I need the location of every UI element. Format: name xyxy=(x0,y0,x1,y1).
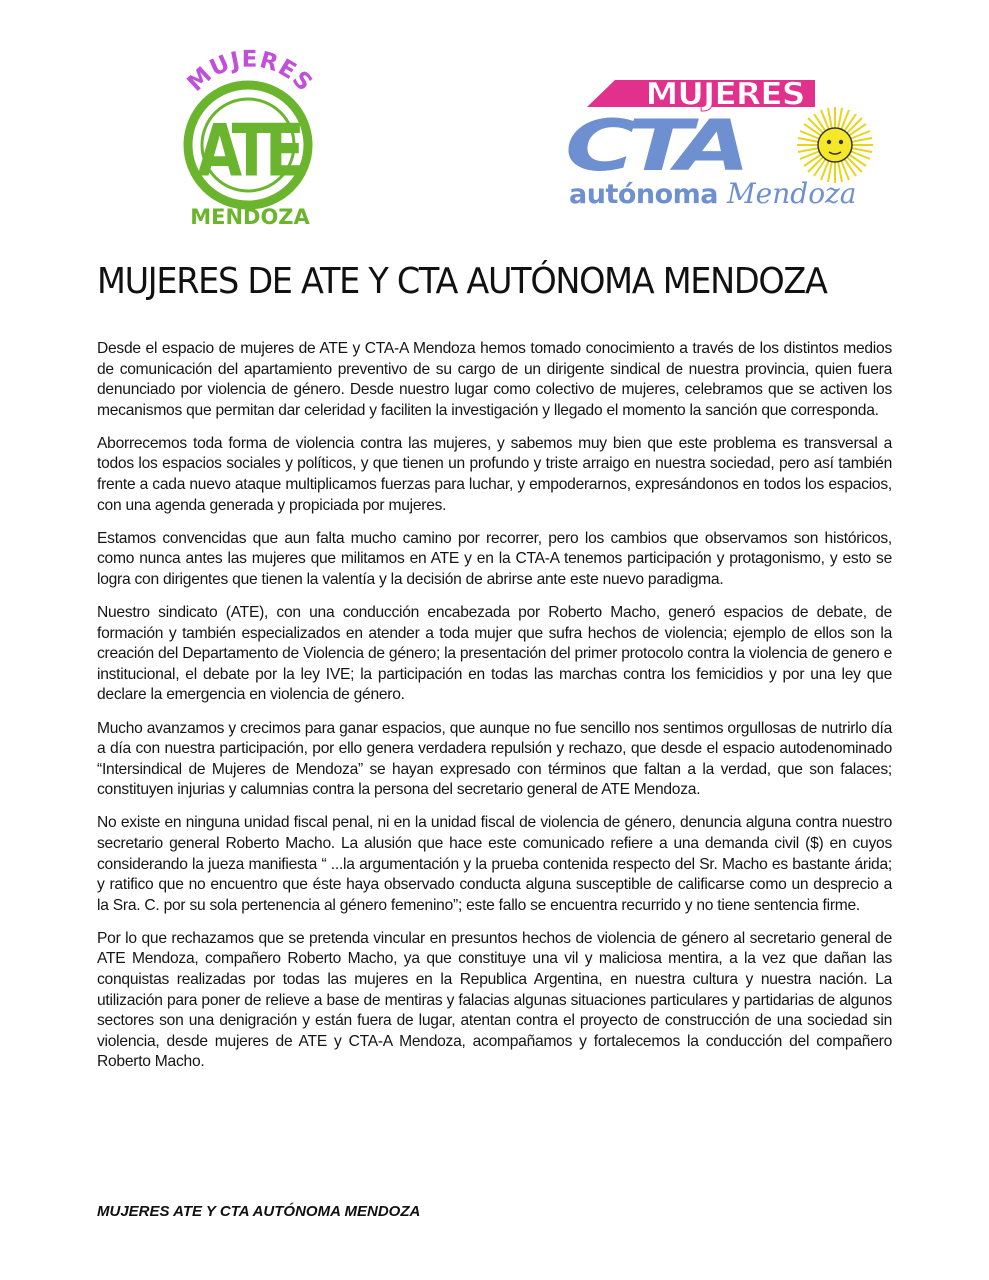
mujeres-ate-mendoza-logo xyxy=(170,48,330,233)
ate-logo-bottom-text: MENDOZA xyxy=(190,205,310,229)
ate-logo-graphic xyxy=(170,48,330,233)
paragraph-5: Mucho avanzamos y crecimos para ganar espacios, que aunque no fue sencillo nos sentimos orgullosas de nutrirlo día a día con nuestra participación, por ello genera verdadera repulsión y rechazo, que desde el espacio autodenominado “Intersindical de Mujeres de Mendoza” se hayan expresado con términos que faltan a la verdad, que son falaces; constituyen injurias y calumnias contra la persona del secretario general de ATE Mendoza. xyxy=(97,719,892,799)
cta-logo-top-text: MUJERES xyxy=(645,75,805,113)
document-signature: MUJERES ATE Y CTA AUTÓNOMA MENDOZA xyxy=(97,1203,421,1220)
svg-text:MUJERES xyxy=(183,48,318,97)
ate-logo-center-text: ATE xyxy=(197,109,299,194)
cta-logo-bottom-right-text: Mendoza xyxy=(727,177,857,210)
sun-of-may-icon xyxy=(797,107,873,183)
cta-logo-graphic xyxy=(565,75,880,215)
mujeres-cta-autonoma-logo xyxy=(565,75,880,215)
paragraph-4: Nuestro sindicato (ATE), con una conducción encabezada por Roberto Macho, generó espacios de debate, de formación y también especializados en atender a toda mujer que sufra hechos de violencia; ejemplo de ellos son la creación del Departamento de Violencia de género; la presentación del primer protocolo contra la violencia de genero e institucional, el debate por la ley IVE; la participación en todas las marchas contra los femicidios y por una ley que declare la emergencia en violencia de género. xyxy=(97,604,892,704)
document-body xyxy=(97,339,892,1086)
cta-logo-center-text: CTA xyxy=(565,104,742,187)
ate-logo-top-text: MUJERES xyxy=(182,48,318,98)
paragraph-2: Aborrecemos toda forma de violencia contra las mujeres, y sabemos muy bien que este problema es transversal a todos los espacios sociales y políticos, y que tienen un profundo y triste arraigo en nuestra sociedad, pero así también frente a cada nuevo ataque multiplicamos fuerzas para luchar, y empoderarnos, expresándonos en todos los espacios, con una agenda generada y propiciada por mujeres. xyxy=(97,434,892,514)
document-title: MUJERES DE ATE Y CTA AUTÓNOMA MENDOZA xyxy=(97,261,827,302)
cta-logo-bottom-left-text: autónoma xyxy=(569,179,719,210)
paragraph-3: Estamos convencidas que aun falta mucho camino por recorrer, pero los cambios que observamos son históricos, como nunca antes las mujeres que militamos en ATE y en la CTA-A tenemos participación y protagonismo, y esto se logra con dirigentes que tienen la valentía y la decisión de abrirse ante este nuevo paradigma. xyxy=(97,529,892,588)
paragraph-7: Por lo que rechazamos que se pretenda vincular en presuntos hechos de violencia de género al secretario general de ATE Mendoza, compañero Roberto Macho, ya que constituye una vil y maliciosa mentira, a la vez que dañan las conquistas realizadas por todas las mujeres en la Republica Argentina, en nuestra cultura y nuestra nación. La utilización para poner de relieve a base de mentiras y falacias algunas situaciones particulares y partidarias de algunos sectores son una denigración y están fuera de lugar, atentan contra el proyecto de construcción de una sociedad sin violencia, desde mujeres de ATE y CTA-A Mendoza, acompañamos y fortalecemos la conducción del compañero Roberto Macho. xyxy=(97,929,892,1071)
paragraph-6: No existe en ninguna unidad fiscal penal, ni en la unidad fiscal de violencia de género, denuncia alguna contra nuestro secretario general Roberto Macho. La alusión que hace este comunicado refiere a una demanda civil ($) en cuyos considerando la jueza manifiesta “ ...la argumentación y la prueba contenida respecto del Sr. Macho es bastante árida; y ratifico que no encuentro que éste haya observado conducta alguna susceptible de calificarse como un desprecio a la Sra. C. por su sola pertenencia al género femenino”; este fallo se encuentra recurrido y no tiene sentencia firme. xyxy=(97,814,892,914)
paragraph-1: Desde el espacio de mujeres de ATE y CTA-A Mendoza hemos tomado conocimiento a través de los distintos medios de comunicación del apartamiento preventivo de su cargo de un dirigente sindical de nuestra provincia, quien fuera denunciado por violencia de género. Desde nuestro lugar como colectivo de mujeres, celebramos que se activen los mecanismos que permitan dar celeridad y faciliten la investigación y llegado el momento la sanción que corresponda. xyxy=(97,340,892,419)
